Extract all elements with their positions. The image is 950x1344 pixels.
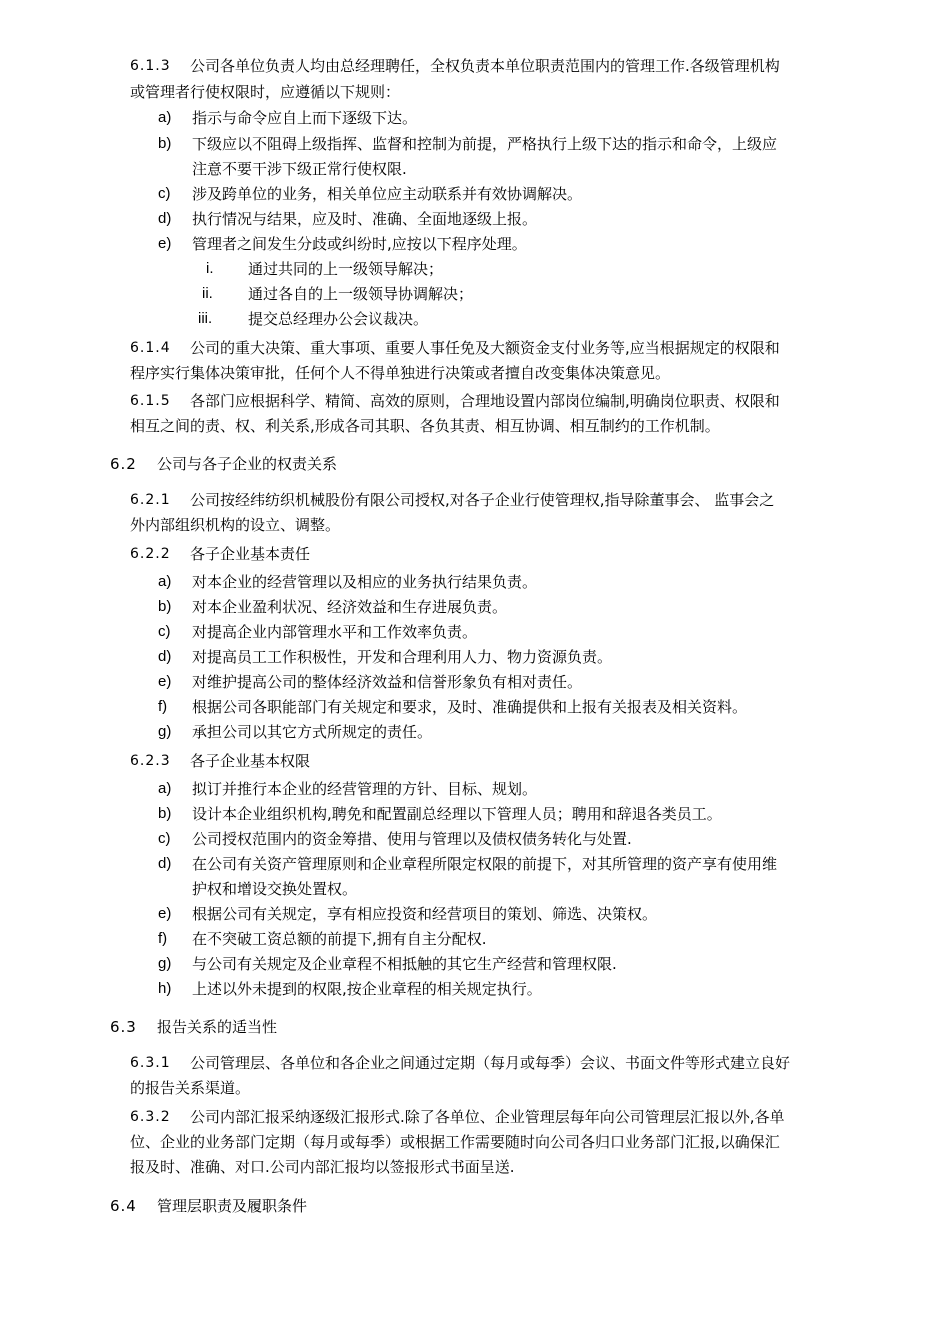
list-item: 下级应以不阻碍上级指挥、监督和控制为前提，严格执行上级下达的指示和命令，上级应 [192, 135, 778, 153]
section-number: 6.2 [110, 455, 137, 473]
list-label: g) [158, 723, 172, 740]
list-item: 设计本企业组织机构,聘免和配置副总经理以下管理人员；聘用和辞退各类员工。 [192, 805, 722, 823]
clause-text: 的报告关系渠道。 [130, 1079, 251, 1097]
list-label: b) [158, 598, 172, 615]
list-item: 指示与命令应自上而下逐级下达。 [192, 109, 418, 127]
list-item: 注意不要干涉下级正常行使权限. [192, 160, 407, 178]
sublist-item: 通过各自的上一级领导协调解决； [248, 285, 474, 303]
list-label: h) [158, 980, 172, 997]
list-label: e) [158, 673, 172, 690]
clause-text: 公司按经纬纺织机械股份有限公司授权,对各子企业行使管理权,指导除董事会、 监事会之 [190, 491, 775, 509]
sublist-label: ii. [202, 285, 213, 302]
clause-text: 公司管理层、各单位和各企业之间通过定期（每月或每季）会议、书面文件等形式建立良好 [190, 1054, 791, 1072]
clause-text: 公司各单位负责人均由总经理聘任，全权负责本单位职责范围内的管理工作.各级管理机构 [190, 57, 780, 75]
list-item: 管理者之间发生分歧或纠纷时,应按以下程序处理。 [192, 235, 527, 253]
sublist-item: 提交总经理办公会议裁决。 [248, 310, 429, 328]
clause-text: 位、企业的业务部门定期（每月或每季）或根据工作需要随时向公司各归口业务部门汇报,以确保汇 [130, 1133, 780, 1151]
list-item: 对维护提高公司的整体经济效益和信誉形象负有相对责任。 [192, 673, 583, 691]
clause-number: 6.1.5 [130, 393, 171, 409]
list-item: 对提高企业内部管理水平和工作效率负责。 [192, 623, 478, 641]
clause-number: 6.2.1 [130, 492, 171, 508]
clause-number: 6.1.3 [130, 58, 171, 74]
list-item: 上述以外未提到的权限,按企业章程的相关规定执行。 [192, 980, 542, 998]
list-label: e) [158, 235, 172, 252]
list-item: 护权和增设交换处置权。 [192, 880, 358, 898]
clause-text: 外内部组织机构的设立、调整。 [130, 516, 341, 534]
section-title: 公司与各子企业的权责关系 [157, 455, 338, 473]
clause-text: 程序实行集体决策审批，任何个人不得单独进行决策或者擅自改变集体决策意见。 [130, 364, 671, 382]
list-label: d) [158, 210, 172, 227]
list-item: 对提高员工工作积极性，开发和合理利用人力、物力资源负责。 [192, 648, 613, 666]
list-item: 根据公司有关规定，享有相应投资和经营项目的策划、筛选、决策权。 [192, 905, 658, 923]
list-label: e) [158, 905, 172, 922]
list-label: a) [158, 780, 172, 797]
section-number: 6.3 [110, 1018, 137, 1036]
list-item: 拟订并推行本企业的经营管理的方针、目标、规划。 [192, 780, 538, 798]
list-label: b) [158, 135, 172, 152]
sublist-label: i. [206, 260, 214, 277]
list-item: 与公司有关规定及企业章程不相抵触的其它生产经营和管理权限. [192, 955, 617, 973]
clause-title: 各子企业基本权限 [190, 752, 311, 770]
list-label: d) [158, 855, 172, 872]
list-label: f) [158, 698, 168, 715]
list-item: 在公司有关资产管理原则和企业章程所限定权限的前提下，对其所管理的资产享有使用维 [192, 855, 778, 873]
clause-number: 6.3.1 [130, 1055, 171, 1071]
sublist-label: iii. [198, 310, 213, 327]
sublist-item: 通过共同的上一级领导解决； [248, 260, 444, 278]
clause-number: 6.3.2 [130, 1109, 171, 1125]
section-number: 6.4 [110, 1197, 137, 1215]
list-item: 根据公司各职能部门有关规定和要求，及时、准确提供和上报有关报表及相关资料。 [192, 698, 748, 716]
list-label: c) [158, 185, 171, 202]
clause-number: 6.2.2 [130, 546, 171, 562]
list-item: 对本企业盈利状况、经济效益和生存进展负责。 [192, 598, 508, 616]
list-label: c) [158, 623, 171, 640]
clause-number: 6.2.3 [130, 753, 171, 769]
list-item: 在不突破工资总额的前提下,拥有自主分配权. [192, 930, 487, 948]
list-item: 涉及跨单位的业务，相关单位应主动联系并有效协调解决。 [192, 185, 583, 203]
list-label: d) [158, 648, 172, 665]
section-title: 报告关系的适当性 [157, 1018, 278, 1036]
list-item: 公司授权范围内的资金筹措、使用与管理以及债权债务转化与处置. [192, 830, 632, 848]
list-label: g) [158, 955, 172, 972]
clause-text: 报及时、准确、对口.公司内部汇报均以签报形式书面呈送. [130, 1158, 515, 1176]
list-item: 对本企业的经营管理以及相应的业务执行结果负责。 [192, 573, 538, 591]
clause-text: 或管理者行使权限时，应遵循以下规则： [130, 83, 401, 101]
clause-text: 公司的重大决策、重大事项、重要人事任免及大额资金支付业务等,应当根据规定的权限和 [190, 339, 780, 357]
list-item: 执行情况与结果，应及时、准确、全面地逐级上报。 [192, 210, 538, 228]
clause-number: 6.1.4 [130, 340, 171, 356]
clause-title: 各子企业基本责任 [190, 545, 311, 563]
clause-text: 相互之间的责、权、利关系,形成各司其职、各负其责、相互协调、相互制约的工作机制。 [130, 417, 720, 435]
list-label: f) [158, 930, 168, 947]
section-title: 管理层职责及履职条件 [157, 1197, 308, 1215]
list-label: a) [158, 573, 172, 590]
list-label: c) [158, 830, 171, 847]
list-label: a) [158, 109, 172, 126]
clause-text: 公司内部汇报采纳逐级汇报形式.除了各单位、企业管理层每年向公司管理层汇报以外,各单 [190, 1108, 785, 1126]
list-item: 承担公司以其它方式所规定的责任。 [192, 723, 433, 741]
list-label: b) [158, 805, 172, 822]
clause-text: 各部门应根据科学、精简、高效的原则，合理地设置内部岗位编制,明确岗位职责、权限和 [190, 392, 780, 410]
